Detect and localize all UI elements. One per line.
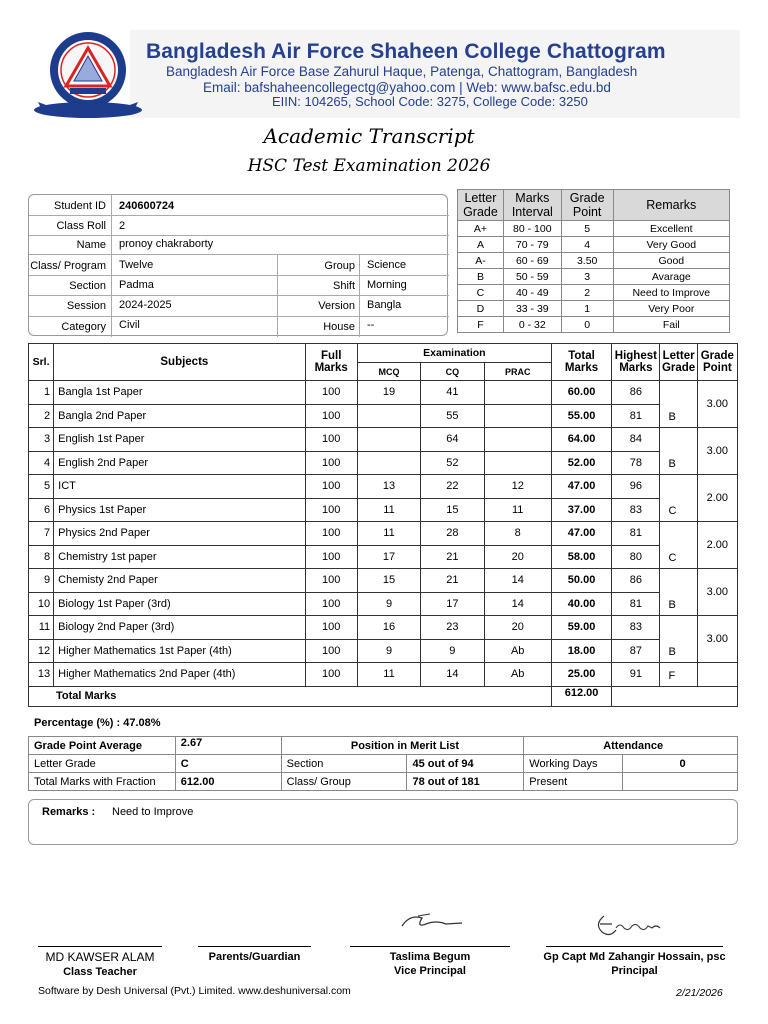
cell-cq: 28 <box>421 522 484 546</box>
merit-section-value: 45 out of 94 <box>407 755 524 773</box>
cell-full: 100 <box>305 451 357 475</box>
cell-subject: ICT <box>54 475 305 499</box>
scale-cell: F <box>458 317 504 333</box>
session-label: Session <box>66 300 106 312</box>
teacher-title: Class Teacher <box>63 966 137 978</box>
fraction-value: 612.00 <box>175 773 281 791</box>
cell-letter-grade: C <box>660 522 697 569</box>
scale-row <box>458 285 730 301</box>
scale-cell: Very Good <box>613 237 729 253</box>
header-cq: CQ <box>421 363 484 381</box>
working-days-label: Working Days <box>524 755 623 773</box>
cell-highest: 84 <box>612 428 660 452</box>
remarks-label: Remarks : <box>42 806 96 818</box>
cell-total: 64.00 <box>551 428 611 452</box>
cell-full: 100 <box>305 522 357 546</box>
grade-scale-table <box>457 189 730 333</box>
cell-full: 100 <box>305 569 357 593</box>
scale-cell: 3.50 <box>561 253 613 269</box>
cell-subject: Physics 2nd Paper <box>54 522 305 546</box>
letter-grade-label: Letter Grade <box>29 755 176 773</box>
scale-header-remarks: Remarks <box>613 190 729 221</box>
cell-grade-point <box>697 663 737 687</box>
cell-mcq <box>357 404 420 428</box>
cell-full: 100 <box>305 404 357 428</box>
cell-grade-point: 3.00 <box>697 428 737 475</box>
class-roll: 2 <box>119 220 126 232</box>
cell-cq: 52 <box>421 451 484 475</box>
header-srl: Srl. <box>29 344 54 381</box>
shift-label: Shift <box>332 280 355 292</box>
house-label: House <box>323 321 355 333</box>
scale-cell: A- <box>458 253 504 269</box>
cell-highest: 91 <box>612 663 660 687</box>
scale-cell: 80 - 100 <box>503 221 561 237</box>
cell-prac <box>484 451 551 475</box>
cell-highest: 80 <box>612 545 660 569</box>
table-row <box>29 616 738 640</box>
cell-total: 37.00 <box>551 498 611 522</box>
cell-mcq: 11 <box>357 498 420 522</box>
scale-cell: Good <box>613 253 729 269</box>
table-row <box>29 639 738 663</box>
student-id: 240600724 <box>119 200 175 212</box>
scale-cell: 60 - 69 <box>503 253 561 269</box>
cell-grade-point: 3.00 <box>697 616 737 663</box>
attendance-label: Attendance <box>524 737 738 755</box>
header-subjects: Subjects <box>54 344 305 381</box>
table-row <box>29 451 738 475</box>
cell-srl: 4 <box>29 451 54 475</box>
header-mcq: MCQ <box>357 363 420 381</box>
scale-cell: Excellent <box>613 221 729 237</box>
table-row <box>29 592 738 616</box>
scale-row <box>458 301 730 317</box>
student-info-box <box>28 194 448 336</box>
header-examination: Examination <box>357 344 551 363</box>
cell-srl: 5 <box>29 475 54 499</box>
cell-srl: 10 <box>29 592 54 616</box>
cell-subject: Chemisty 2nd Paper <box>54 569 305 593</box>
cell-total: 25.00 <box>551 663 611 687</box>
document-title: Academic Transcript <box>263 124 475 148</box>
cell-highest: 83 <box>612 616 660 640</box>
cell-full: 100 <box>305 498 357 522</box>
scale-row <box>458 221 730 237</box>
cell-total: 60.00 <box>551 381 611 405</box>
cell-cq: 41 <box>421 381 484 405</box>
header-gp: Grade Point <box>697 344 737 381</box>
scale-row <box>458 237 730 253</box>
cell-highest: 86 <box>612 381 660 405</box>
cell-cq: 17 <box>421 592 484 616</box>
cell-srl: 7 <box>29 522 54 546</box>
cell-total: 47.00 <box>551 522 611 546</box>
cell-subject: Biology 1st Paper (3rd) <box>54 592 305 616</box>
scale-header-letter: Letter Grade <box>458 190 504 221</box>
cell-srl: 1 <box>29 381 54 405</box>
scale-cell: 40 - 49 <box>503 285 561 301</box>
fraction-label: Total Marks with Fraction <box>29 773 176 791</box>
category-label: Category <box>61 321 106 333</box>
scale-cell: 0 <box>561 317 613 333</box>
cell-subject: Biology 2nd Paper (3rd) <box>54 616 305 640</box>
cell-full: 100 <box>305 639 357 663</box>
scale-header-gp: Grade Point <box>561 190 613 221</box>
cell-srl: 9 <box>29 569 54 593</box>
cell-subject: Bangla 1st Paper <box>54 381 305 405</box>
cell-total: 47.00 <box>551 475 611 499</box>
cell-subject: Higher Mathematics 1st Paper (4th) <box>54 639 305 663</box>
cell-subject: Chemistry 1st paper <box>54 545 305 569</box>
cell-mcq: 19 <box>357 381 420 405</box>
cell-srl: 11 <box>29 616 54 640</box>
cell-subject: English 2nd Paper <box>54 451 305 475</box>
cell-mcq <box>357 428 420 452</box>
gpa-value: 2.67 <box>175 737 281 755</box>
cell-srl: 3 <box>29 428 54 452</box>
cell-prac: 20 <box>484 545 551 569</box>
scale-cell: Need to Improve <box>613 285 729 301</box>
table-row <box>29 381 738 405</box>
cell-mcq <box>357 451 420 475</box>
college-logo <box>30 26 146 118</box>
scale-row <box>458 253 730 269</box>
scale-cell: 33 - 39 <box>503 301 561 317</box>
scale-cell: 50 - 59 <box>503 269 561 285</box>
college-address: Bangladesh Air Force Base Zahurul Haque, Patenga, Chattogram, Bangladesh <box>166 64 638 79</box>
cell-prac: 12 <box>484 475 551 499</box>
cell-prac: 14 <box>484 592 551 616</box>
header-full-marks: Full Marks <box>305 344 357 381</box>
header-highest: Highest Marks <box>612 344 660 381</box>
merit-group-value: 78 out of 181 <box>407 773 524 791</box>
cell-total: 40.00 <box>551 592 611 616</box>
college-codes: EIIN: 104265, School Code: 3275, College Code: 3250 <box>272 94 588 109</box>
cell-letter-grade: B <box>660 381 697 428</box>
signature-line-teacher <box>38 946 162 947</box>
cell-grade-point: 2.00 <box>697 522 737 569</box>
table-row <box>29 498 738 522</box>
cell-grade-point: 3.00 <box>697 569 737 616</box>
college-contact: Email: bafshaheencollegectg@yahoo.com | Web: www.bafsc.edu.bd <box>203 80 611 95</box>
cell-cq: 55 <box>421 404 484 428</box>
total-marks-label: Total Marks <box>29 686 552 706</box>
cell-highest: 96 <box>612 475 660 499</box>
class-label: Class/ Program <box>30 260 106 272</box>
group-label: Group <box>324 260 355 272</box>
present-value <box>623 773 738 791</box>
session-value: 2024-2025 <box>119 299 172 311</box>
scale-cell: 1 <box>561 301 613 317</box>
cell-prac: Ab <box>484 663 551 687</box>
cell-mcq: 11 <box>357 522 420 546</box>
principal-name: Gp Capt Md Zahangir Hossain, psc <box>543 951 726 963</box>
scale-row <box>458 317 730 333</box>
vice-principal-name: Taslima Begum <box>389 951 471 963</box>
cell-highest: 86 <box>612 569 660 593</box>
present-label: Present <box>524 773 623 791</box>
cell-letter-grade: B <box>660 569 697 616</box>
working-days-value: 0 <box>623 755 738 773</box>
header-total: Total Marks <box>551 344 611 381</box>
scale-cell: 3 <box>561 269 613 285</box>
cell-letter-grade: B <box>660 616 697 663</box>
summary-table <box>28 736 738 791</box>
principal-signature <box>590 912 670 942</box>
subjects-table <box>28 343 738 707</box>
cell-mcq: 9 <box>357 592 420 616</box>
cell-letter-grade: C <box>660 475 697 522</box>
cell-total: 52.00 <box>551 451 611 475</box>
cell-cq: 21 <box>421 569 484 593</box>
cell-subject: Bangla 2nd Paper <box>54 404 305 428</box>
cell-mcq: 13 <box>357 475 420 499</box>
merit-label: Position in Merit List <box>281 737 524 755</box>
scale-cell: Very Poor <box>613 301 729 317</box>
cell-mcq: 17 <box>357 545 420 569</box>
scale-cell: 5 <box>561 221 613 237</box>
cell-highest: 78 <box>612 451 660 475</box>
cell-full: 100 <box>305 663 357 687</box>
cell-full: 100 <box>305 428 357 452</box>
gpa-label: Grade Point Average <box>29 737 176 755</box>
cell-cq: 22 <box>421 475 484 499</box>
cell-prac <box>484 381 551 405</box>
cell-highest: 81 <box>612 404 660 428</box>
header-letter: Letter Grade <box>660 344 697 381</box>
table-row <box>29 404 738 428</box>
header-prac: PRAC <box>484 363 551 381</box>
total-marks-value: 612.00 <box>551 686 611 706</box>
footer-software: Software by Desh Universal (Pvt.) Limited. www.deshuniversal.com <box>38 985 351 997</box>
table-row <box>29 569 738 593</box>
cell-cq: 21 <box>421 545 484 569</box>
cell-prac: 20 <box>484 616 551 640</box>
section-value: Padma <box>119 279 154 291</box>
cell-prac: 11 <box>484 498 551 522</box>
cell-total: 18.00 <box>551 639 611 663</box>
letter-grade-value: C <box>175 755 281 773</box>
section-label: Section <box>69 280 106 292</box>
percentage: Percentage (%) : 47.08% <box>34 717 161 729</box>
cell-subject: Physics 1st Paper <box>54 498 305 522</box>
cell-full: 100 <box>305 545 357 569</box>
scale-cell: D <box>458 301 504 317</box>
student-name: pronoy chakraborty <box>119 238 214 250</box>
version-value: Bangla <box>367 299 402 311</box>
cell-prac: 14 <box>484 569 551 593</box>
scale-cell: A <box>458 237 504 253</box>
scale-cell: 4 <box>561 237 613 253</box>
cell-mcq: 11 <box>357 663 420 687</box>
remarks-value: Need to Improve <box>112 806 194 818</box>
merit-group-label: Class/ Group <box>281 773 407 791</box>
merit-section-label: Section <box>281 755 407 773</box>
scale-cell: A+ <box>458 221 504 237</box>
cell-mcq: 16 <box>357 616 420 640</box>
shift-value: Morning <box>367 279 407 291</box>
cell-full: 100 <box>305 592 357 616</box>
teacher-name: MD KAWSER ALAM <box>45 950 155 964</box>
cell-cq: 9 <box>421 639 484 663</box>
cell-prac: 8 <box>484 522 551 546</box>
guardian-label: Parents/Guardian <box>208 951 301 963</box>
document-subtitle: HSC Test Examination 2026 <box>247 156 491 176</box>
cell-srl: 13 <box>29 663 54 687</box>
signature-line-vice-principal <box>350 946 510 947</box>
scale-cell: B <box>458 269 504 285</box>
table-row <box>29 428 738 452</box>
student-id-label: Student ID <box>54 200 106 212</box>
college-name: Bangladesh Air Force Shaheen College Chattogram <box>146 40 666 63</box>
scale-cell: Avarage <box>613 269 729 285</box>
cell-srl: 6 <box>29 498 54 522</box>
scale-cell: Fail <box>613 317 729 333</box>
cell-srl: 8 <box>29 545 54 569</box>
table-row <box>29 545 738 569</box>
vice-principal-title: Vice Principal <box>394 965 466 977</box>
cell-full: 100 <box>305 616 357 640</box>
cell-full: 100 <box>305 475 357 499</box>
cell-srl: 2 <box>29 404 54 428</box>
house-value: -- <box>367 319 375 331</box>
cell-subject: Higher Mathematics 2nd Paper (4th) <box>54 663 305 687</box>
category-value: Civil <box>119 319 140 331</box>
cell-highest: 81 <box>612 522 660 546</box>
scale-cell: C <box>458 285 504 301</box>
table-row <box>29 475 738 499</box>
cell-letter-grade: B <box>660 428 697 475</box>
scale-cell: 0 - 32 <box>503 317 561 333</box>
cell-cq: 15 <box>421 498 484 522</box>
vice-principal-signature <box>396 906 468 936</box>
footer-date: 2/21/2026 <box>676 987 723 999</box>
cell-cq: 14 <box>421 663 484 687</box>
cell-cq: 64 <box>421 428 484 452</box>
cell-total: 55.00 <box>551 404 611 428</box>
version-label: Version <box>318 300 355 312</box>
scale-row <box>458 269 730 285</box>
cell-highest: 83 <box>612 498 660 522</box>
cell-srl: 12 <box>29 639 54 663</box>
cell-grade-point: 2.00 <box>697 475 737 522</box>
principal-title: Principal <box>611 965 658 977</box>
signature-line-guardian <box>198 946 311 947</box>
table-row <box>29 663 738 687</box>
table-row <box>29 522 738 546</box>
cell-mcq: 9 <box>357 639 420 663</box>
cell-total: 58.00 <box>551 545 611 569</box>
cell-prac <box>484 404 551 428</box>
cell-total: 50.00 <box>551 569 611 593</box>
cell-subject: English 1st Paper <box>54 428 305 452</box>
cell-mcq: 15 <box>357 569 420 593</box>
name-label: Name <box>76 239 106 251</box>
cell-highest: 81 <box>612 592 660 616</box>
scale-cell: 70 - 79 <box>503 237 561 253</box>
cell-prac <box>484 428 551 452</box>
signature-line-principal <box>546 946 723 947</box>
cell-total: 59.00 <box>551 616 611 640</box>
group-value: Science <box>367 259 407 271</box>
cell-letter-grade: F <box>660 663 697 687</box>
cell-highest: 87 <box>612 639 660 663</box>
scale-cell: 2 <box>561 285 613 301</box>
scale-header-marks: Marks Interval <box>503 190 561 221</box>
cell-grade-point: 3.00 <box>697 381 737 428</box>
cell-cq: 23 <box>421 616 484 640</box>
cell-prac: Ab <box>484 639 551 663</box>
cell-full: 100 <box>305 381 357 405</box>
class-value: Twelve <box>119 259 154 271</box>
class-roll-label: Class Roll <box>56 220 106 232</box>
